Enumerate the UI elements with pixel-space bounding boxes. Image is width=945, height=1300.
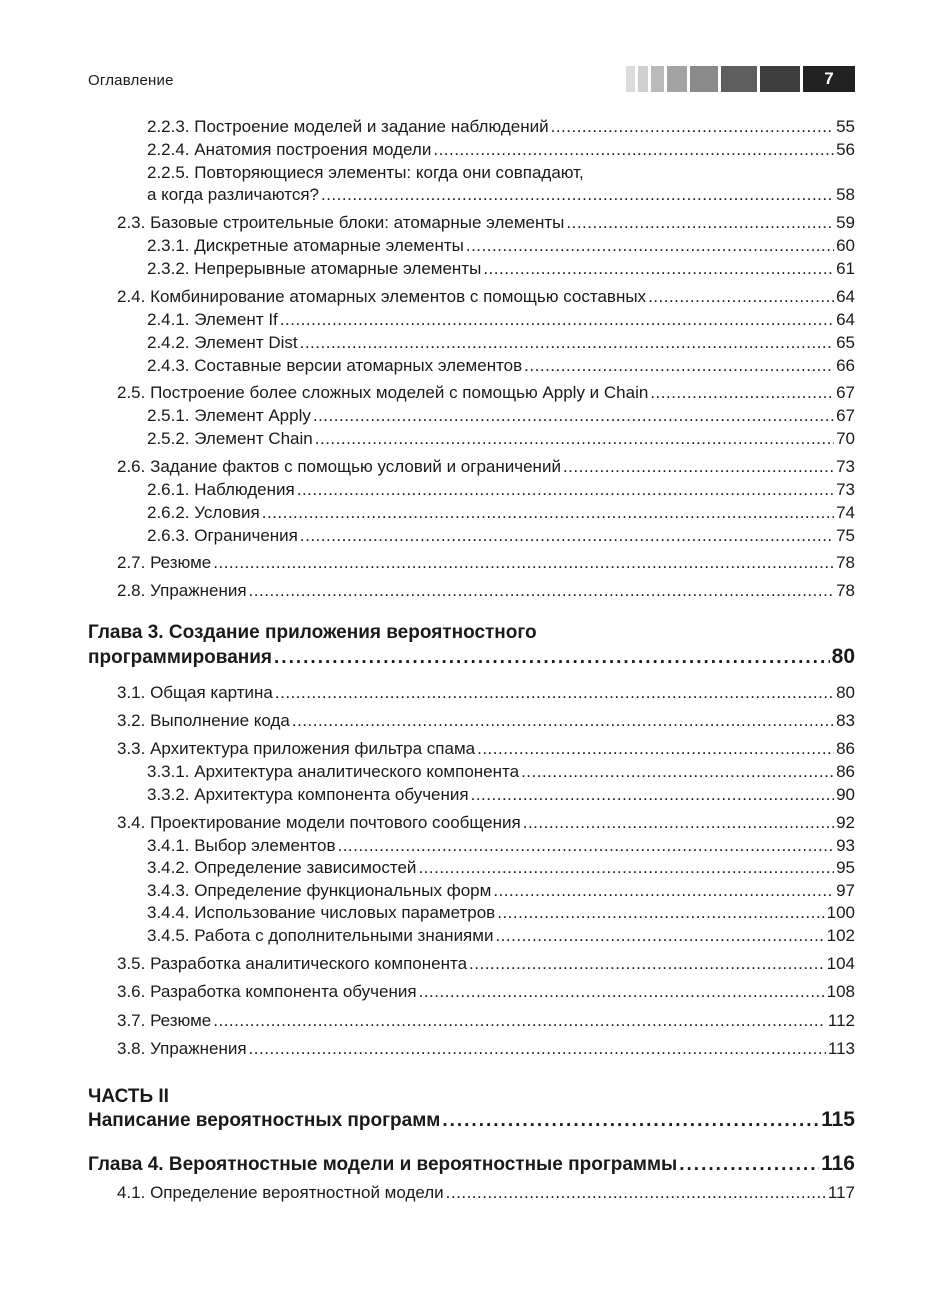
toc-entry: 2.2.4. Анатомия построения модели ..... 56 [147,140,855,160]
toc-entry: 3.7. Резюме ..... 112 [117,1011,855,1031]
toc-entry: 3.4.1. Выбор элементов ..... 93 [147,836,855,856]
toc-entry: 2.4.1. Элемент If ..... 64 [147,310,855,330]
header-bar [721,66,757,92]
toc-entry: 3.6. Разработка компонента обучения ..... 108 [117,982,855,1002]
toc-entry: 2.8. Упражнения ..... 78 [117,581,855,601]
toc-entry: 2.3.1. Дискретные атомарные элементы ..... 60 [147,236,855,256]
header-bar [651,66,664,92]
toc-entry: 2.6. Задание фактов с помощью условий и ограничений ..... 73 [117,457,855,477]
toc-entry: 3.3. Архитектура приложения фильтра спама ..... 86 [117,739,855,759]
toc-entry: 2.2.3. Построение моделей и задание наблюдений ..... 55 [147,117,855,137]
toc-entry: 3.4.3. Определение функциональных форм ..... 97 [147,881,855,901]
chapter-entry: программирования ..... 80 [88,645,855,670]
header-bar [690,66,718,92]
toc-entry: 3.1. Общая картина ..... 80 [117,683,855,703]
toc-entry: 3.4.4. Использование числовых параметров ..... 100 [147,903,855,923]
part-label: ЧАСТЬ II [88,1086,169,1107]
toc-entry: 3.4.2. Определение зависимостей ..... 95 [147,858,855,878]
page-header [88,66,855,94]
running-head: Оглавление [88,72,174,89]
page-number: 7 [803,66,855,92]
toc-entry: 4.1. Определение вероятностной модели ..... 117 [117,1183,855,1203]
toc-entry-line1: 2.2.5. Повторяющиеся элементы: когда они совпадают, [147,163,584,182]
toc-entry: 2.7. Резюме ..... 78 [117,553,855,573]
toc-entry: 3.8. Упражнения ..... 113 [117,1039,855,1059]
toc-entry: 2.5.2. Элемент Chain ..... 70 [147,429,855,449]
toc-entry: 3.5. Разработка аналитического компонента ..... 104 [117,954,855,974]
toc-entry: 2.6.2. Условия ..... 74 [147,503,855,523]
header-bar [626,66,635,92]
header-bars [623,66,855,92]
part-entry: Написание вероятностных программ ..... 115 [88,1108,855,1133]
toc-entry: 3.3.2. Архитектура компонента обучения ..... 90 [147,785,855,805]
toc-entry: 2.6.1. Наблюдения ..... 73 [147,480,855,500]
toc-entry: 3.2. Выполнение кода ..... 83 [117,711,855,731]
chapter-title-line1: Глава 3. Создание приложения вероятностного [88,622,537,643]
header-bar [638,66,648,92]
toc-entry: 2.5. Построение более сложных моделей с помощью Apply и Chain ..... 67 [117,383,855,403]
chapter-entry: Глава 4. Вероятностные модели и вероятностные программы ..... 116 [88,1152,855,1177]
toc-entry: 3.3.1. Архитектура аналитического компонента ..... 86 [147,762,855,782]
toc-entry: 2.4.3. Составные версии атомарных элементов ..... 66 [147,356,855,376]
header-bar [760,66,800,92]
toc-entry: 2.6.3. Ограничения ..... 75 [147,526,855,546]
toc-entry: а когда различаются? ..... 58 [147,185,855,205]
toc-entry: 3.4.5. Работа с дополнительными знаниями ..... 102 [147,926,855,946]
toc-entry: 2.3. Базовые строительные блоки: атомарные элементы ..... 59 [117,213,855,233]
toc-entry: 2.4. Комбинирование атомарных элементов с помощью составных ..... 64 [117,287,855,307]
toc-entry: 3.4. Проектирование модели почтового сообщения ..... 92 [117,813,855,833]
toc-entry: 2.5.1. Элемент Apply ..... 67 [147,406,855,426]
toc-entry: 2.3.2. Непрерывные атомарные элементы ..... 61 [147,259,855,279]
header-bar [667,66,687,92]
toc-entry: 2.4.2. Элемент Dist ..... 65 [147,333,855,353]
